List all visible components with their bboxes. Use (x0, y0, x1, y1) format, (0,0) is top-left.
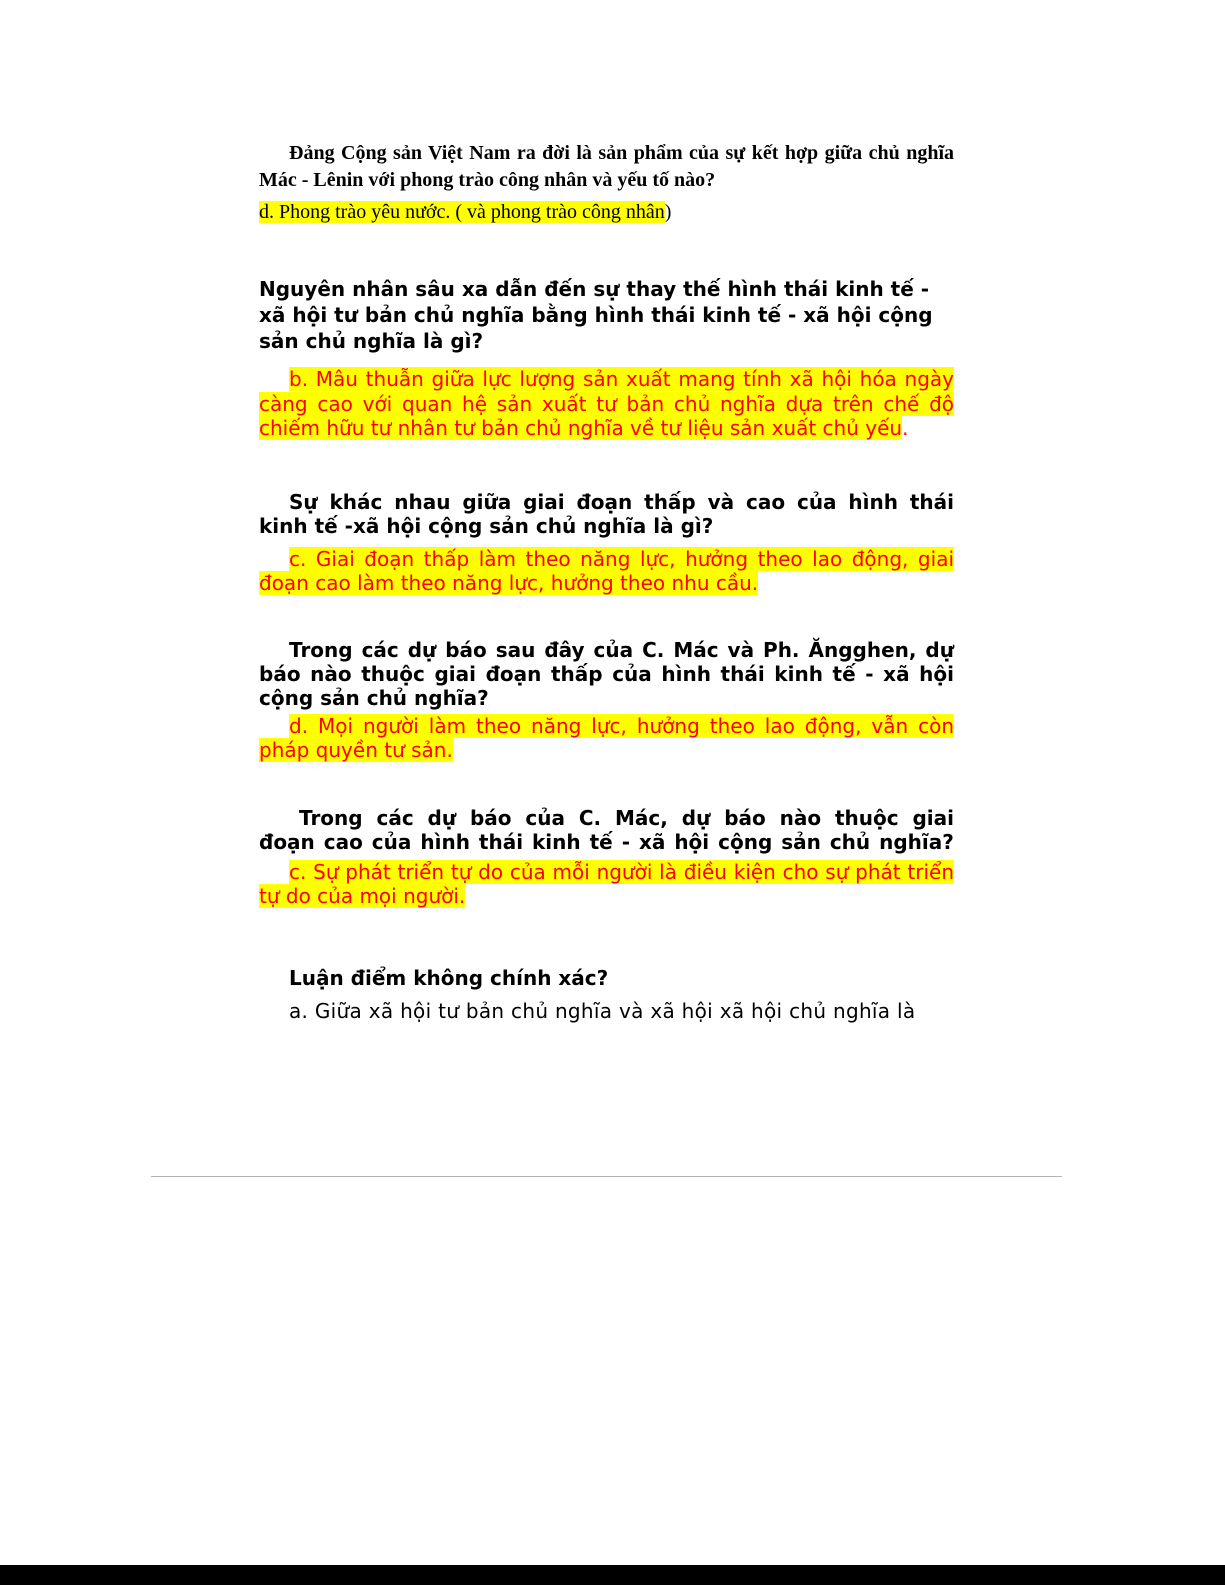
answer-1 (259, 199, 954, 226)
answer-5-highlight: c. Sự phát triển tự do của mỗi người là điều kiện cho sự phát triển tự do của mọi người. (259, 859, 954, 908)
answer-2-highlight: b. Mâu thuẫn giữa lực lượng sản xuất mang tính xã hội hóa ngày càng cao với quan hệ sản xuất tư bản chủ nghĩa dựa trên chế độ chiếm hữu tư nhân tư bản chủ nghĩa về tư liệu sản xuất chủ yếu (259, 367, 954, 440)
bottom-bar (0, 1565, 1225, 1585)
question-4: Trong các dự báo sau đây của C. Mác và Ph. Ăngghen, dự báo nào thuộc giai đoạn thấp của hình thái kinh tế - xã hội cộng sản chủ nghĩa? (259, 637, 954, 710)
question-6: Luận điểm không chính xác? (289, 965, 609, 990)
answer-4-highlight: d. Mọi người làm theo năng lực, hưởng theo lao động, vẫn còn pháp quyền tư sản. (259, 713, 954, 762)
document-page (259, 140, 954, 1023)
page-divider (151, 1176, 1062, 1177)
answer-3-highlight: c. Giai đoạn thấp làm theo năng lực, hưởng theo lao động, giai đoạn cao làm theo năng lực, hưởng theo nhu cầu. (259, 546, 954, 595)
question-5: Trong các dự báo của C. Mác, dự báo nào thuộc giai đoạn cao của hình thái kinh tế - xã hội cộng sản chủ nghĩa? (259, 805, 954, 854)
question-3: Sự khác nhau giữa giai đoạn thấp và cao của hình thái kinh tế -xã hội cộng sản chủ nghĩa là gì? (259, 489, 954, 538)
answer-5 (259, 860, 954, 909)
answer-3 (259, 547, 954, 596)
answer-6: a. Giữa xã hội tư bản chủ nghĩa và xã hội xã hội chủ nghĩa là (289, 998, 916, 1023)
answer-2 (259, 367, 954, 441)
answer-4 (259, 714, 954, 763)
question-2: Nguyên nhân sâu xa dẫn đến sự thay thế hình thái kinh tế - xã hội tư bản chủ nghĩa bằng hình thái kinh tế - xã hội cộng sản chủ nghĩa là gì? (259, 277, 933, 353)
question-1: Đảng Cộng sản Việt Nam ra đời là sản phẩm của sự kết hợp giữa chủ nghĩa Mác - Lênin với phong trào công nhân và yếu tố nào? (259, 142, 954, 191)
answer-1-highlight: d. Phong trào yêu nước. ( và phong trào công nhân (259, 201, 665, 223)
answer-1-trailing: ) (664, 201, 672, 223)
answer-2-trailing: . (902, 416, 909, 440)
